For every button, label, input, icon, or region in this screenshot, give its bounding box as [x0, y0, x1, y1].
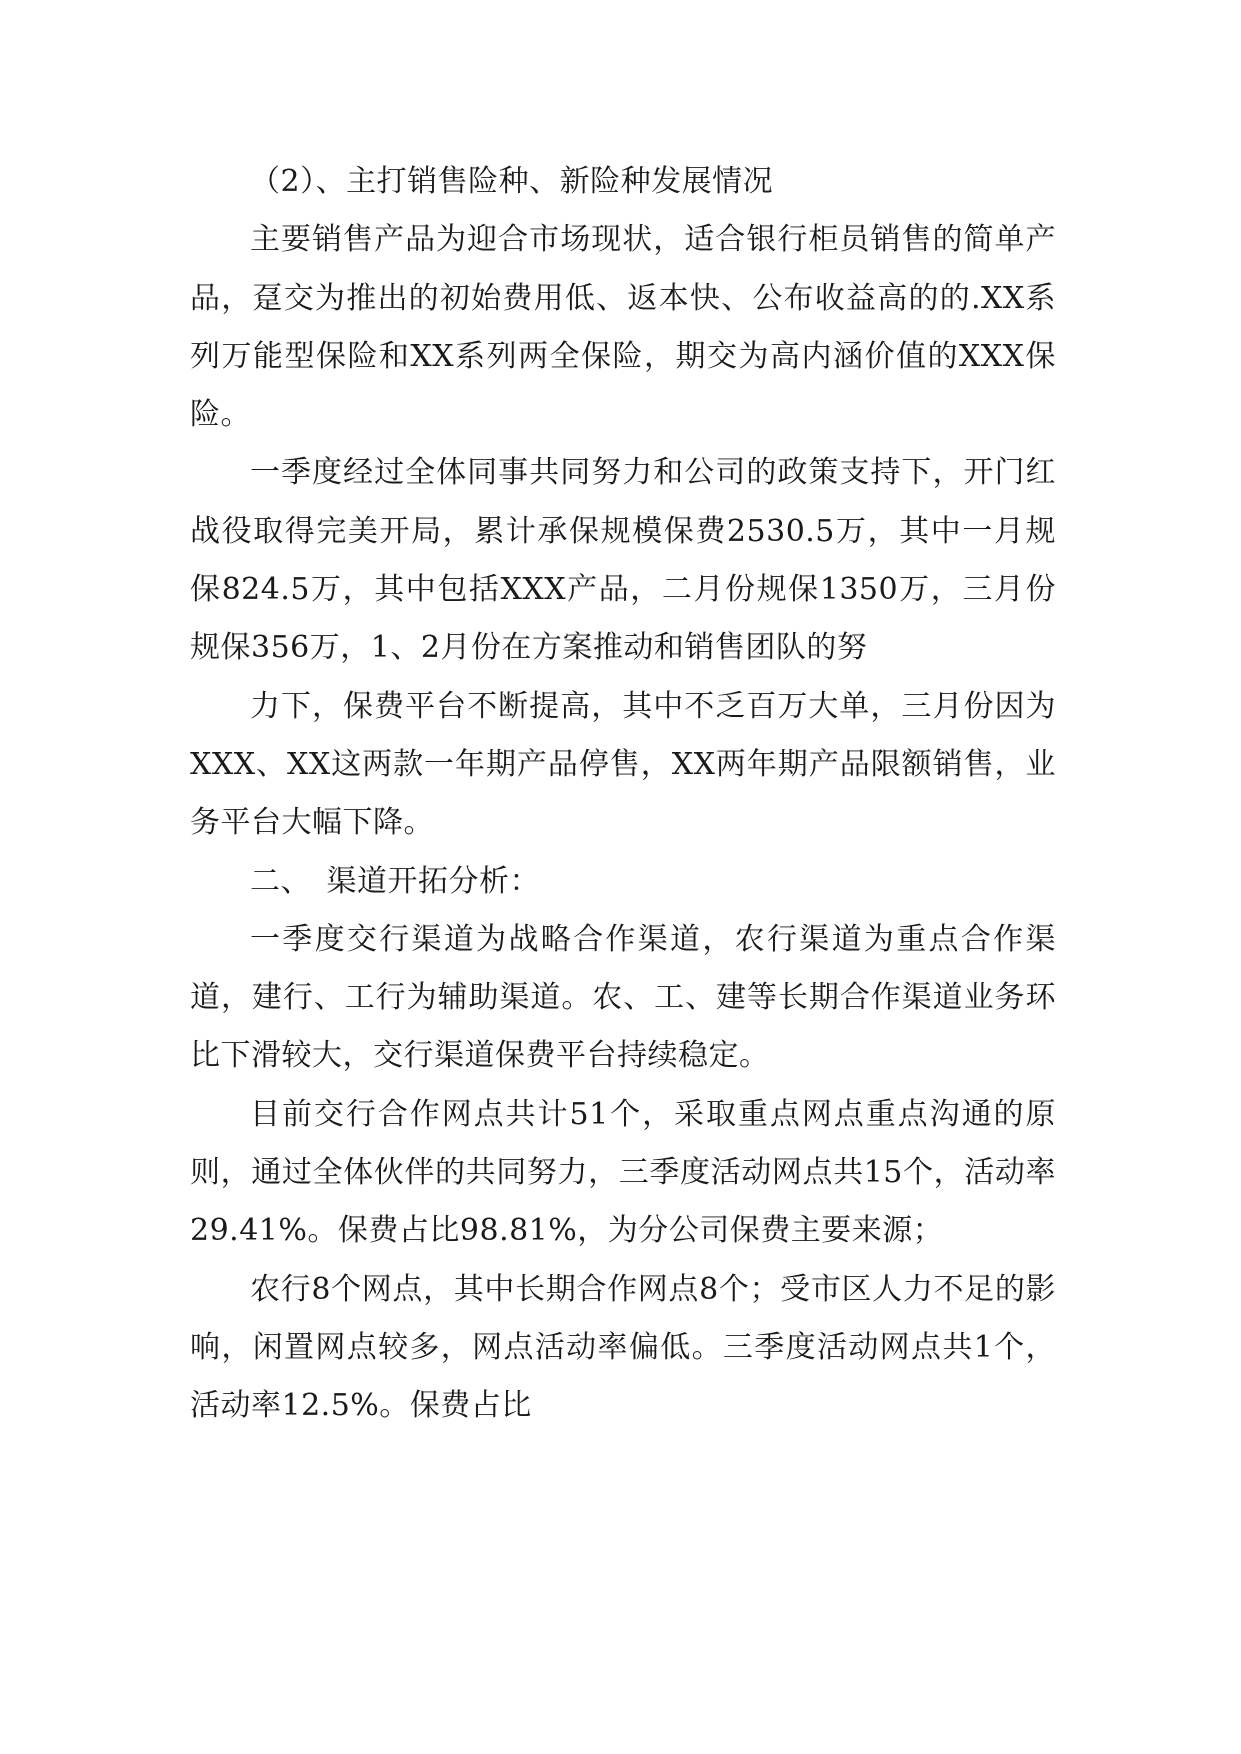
paragraph-premium-decline: 力下，保费平台不断提高，其中不乏百万大单，三月份因为XXX、XX这两款一年期产品停售，XX两年期产品限额销售，业务平台大幅下降。 [190, 688, 1056, 841]
paragraph-bocom-outlets: 目前交行合作网点共计51个，采取重点网点重点沟通的原则，通过全体伙伴的共同努力，三季度活动网点共15个，活动率29.41%。保费占比98.81%，为分公司保费主要来源； [190, 1096, 1056, 1249]
paragraph-abc-outlets: 农行8个网点，其中长期合作网点8个；受市区人力不足的影响，闲置网点较多，网点活动率偏低。三季度活动网点共1个，活动率12.5%。保费占比 [190, 1271, 1056, 1424]
document-body [190, 153, 1056, 1436]
paragraph-q1-premium: 一季度经过全体同事共同努力和公司的政策支持下，开门红战役取得完美开局，累计承保规模保费2530.5万，其中一月规保824.5万，其中包括XXX产品，二月份规保1350万，三月份规保356万，1、2月份在方案推动和销售团队的努 [190, 455, 1056, 666]
paragraph-channel-overview: 一季度交行渠道为战略合作渠道，农行渠道为重点合作渠道，建行、工行为辅助渠道。农、工、建等长期合作渠道业务环比下滑较大，交行渠道保费平台持续稳定。 [190, 921, 1056, 1074]
paragraph-main-products: 主要销售产品为迎合市场现状，适合银行柜员销售的简单产品，趸交为推出的初始费用低、返本快、公布收益高的的.XX系列万能型保险和XX系列两全保险，期交为高内涵价值的XXX保险。 [190, 222, 1056, 433]
section-heading-channels: 二、 渠道开拓分析： [250, 863, 540, 899]
section-heading-products: （2）、主打销售险种、新险种发展情况 [250, 164, 774, 199]
